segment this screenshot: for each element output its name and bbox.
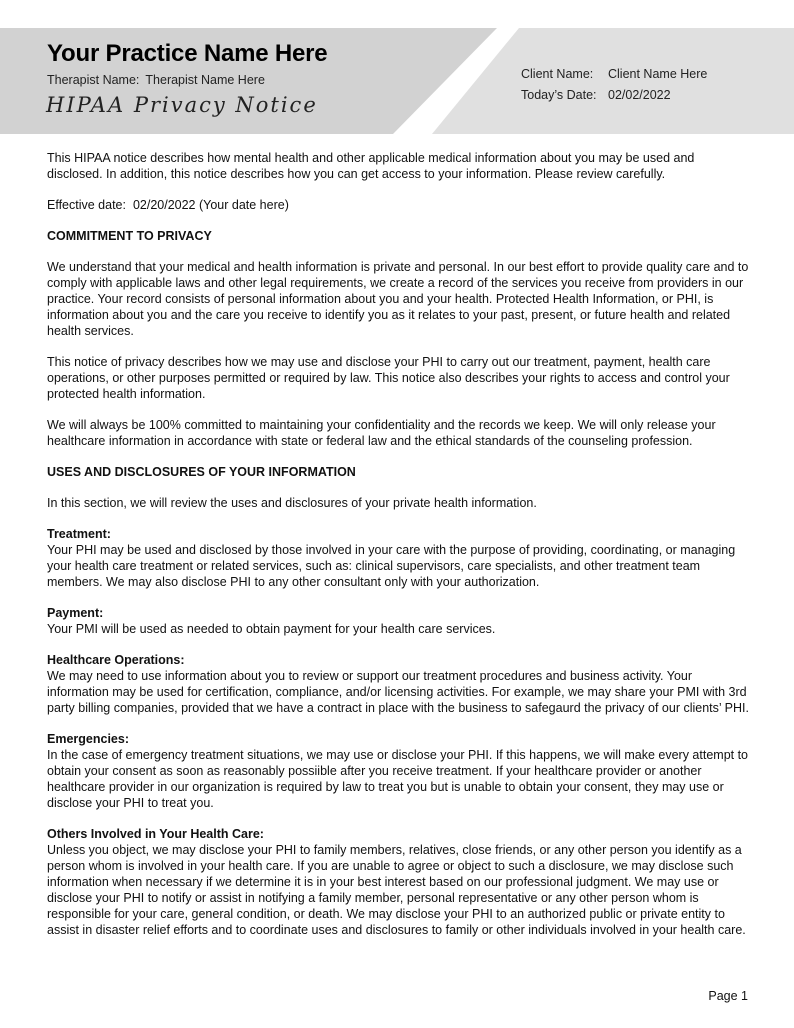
therapist-label: Therapist Name: [47,73,140,87]
operations-heading: Healthcare Operations: [47,653,185,667]
commitment-paragraph-1: We understand that your medical and health information is private and personal. In our best effort to provide quality care and to comply with applicable laws and other legal requirements, we create a record of the services you receive from providers in our practice. Your record consists of personal information about you and your health. Protected Health Information, or PHI, is information about you and the care you receive to identify you as it relates to your past, present, or future health and related health services. [47,260,749,338]
payment-heading: Payment: [47,606,104,620]
client-value: Client Name Here [608,67,708,81]
operations-text: We may need to use information about you to review or support our treatment procedures and business activity. Your information may be used for certification, compliance, and/or licensing activities. For example, we may share your PMI with 3rd party billing companies, provided that we have a contract in place with the business to safegaurd the privacy of our clients’ PHI. [47,669,749,715]
treatment-section [47,526,749,590]
therapist-name-row [47,73,265,87]
notice-title: HIPAA Privacy Notice [46,93,318,117]
client-name-row [521,67,707,88]
date-value: 02/02/2022 [608,88,671,102]
commitment-paragraph-3: We will always be 100% committed to maintaining your confidentiality and the records we keep. We will only release your healthcare information in accordance with state or federal law and the ethical standards of the counseling profession. [47,418,716,448]
commitment-heading: COMMITMENT TO PRIVACY [47,229,212,243]
uses-intro: In this section, we will review the uses and disclosures of your private health information. [47,496,537,510]
client-label: Client Name: [521,67,594,81]
effective-date-line [47,197,749,213]
header-banner [0,0,794,134]
operations-section [47,652,749,716]
date-label: Today’s Date: [521,88,597,102]
others-section [47,826,749,938]
therapist-value: Therapist Name Here [145,73,265,87]
emergencies-text: In the case of emergency treatment situations, we may use or disclose your PHI. If this happens, we will make every attempt to obtain your consent as soon as reasonably possiible after you receive treatment. If your healthcare provider or another healthcare provider in our organization is required by law to treat you but is unable to obtain your consent, they may use or disclose your PHI to treat you. [47,748,749,810]
effective-date-label: Effective date: [47,198,126,212]
page-number: Page 1 [708,989,748,1003]
treatment-heading: Treatment: [47,527,111,541]
document-body [47,150,749,953]
effective-date-value: 02/20/2022 (Your date here) [132,198,289,212]
payment-text: Your PMI will be used as needed to obtain payment for your health care services. [47,622,496,636]
commitment-paragraph-2: This notice of privacy describes how we may use and disclose your PHI to carry out our treatment, payment, health care operations, or other purposes permitted or required by law. This notice also describes your rights to access and control your protected health information. [47,355,730,401]
payment-section [47,605,749,637]
emergencies-heading: Emergencies: [47,732,129,746]
practice-name: Your Practice Name Here [47,40,328,67]
intro-paragraph: This HIPAA notice describes how mental health and other applicable medical information about you may be used and disclosed. In addition, this notice describes how you can get access to your information. Please review carefully. [47,151,695,181]
others-text: Unless you object, we may disclose your PHI to family members, relatives, close friends, or any other person you identify as a person whom is involved in your health care. If you are unable to agree or object to such a disclosure, we may disclose such information when necessary if we determine it is in your best interest based on our professional judgment. We may use or disclose your PHI to notify or assist in notifying a family member, personal representative or any other person whom is responsible for your care, general condition, or death. We may disclose your PHI to an authorized public or private entity to assist in disaster relief efforts and to coordinate uses and disclosures to family or other individuals involved in your health care. [47,843,746,937]
others-heading: Others Involved in Your Health Care: [47,827,264,841]
client-info [521,67,707,109]
treatment-text: Your PHI may be used and disclosed by those involved in your care with the purpose of providing, coordinating, or managing your health care treatment or related services, such as: clinical supervisors, care specialists, and other treatment team members. We may also disclose PHI to any other consultant only with your authorization. [47,543,736,589]
uses-heading: USES AND DISCLOSURES OF YOUR INFORMATION [47,465,356,479]
emergencies-section [47,731,749,811]
date-row [521,88,707,109]
